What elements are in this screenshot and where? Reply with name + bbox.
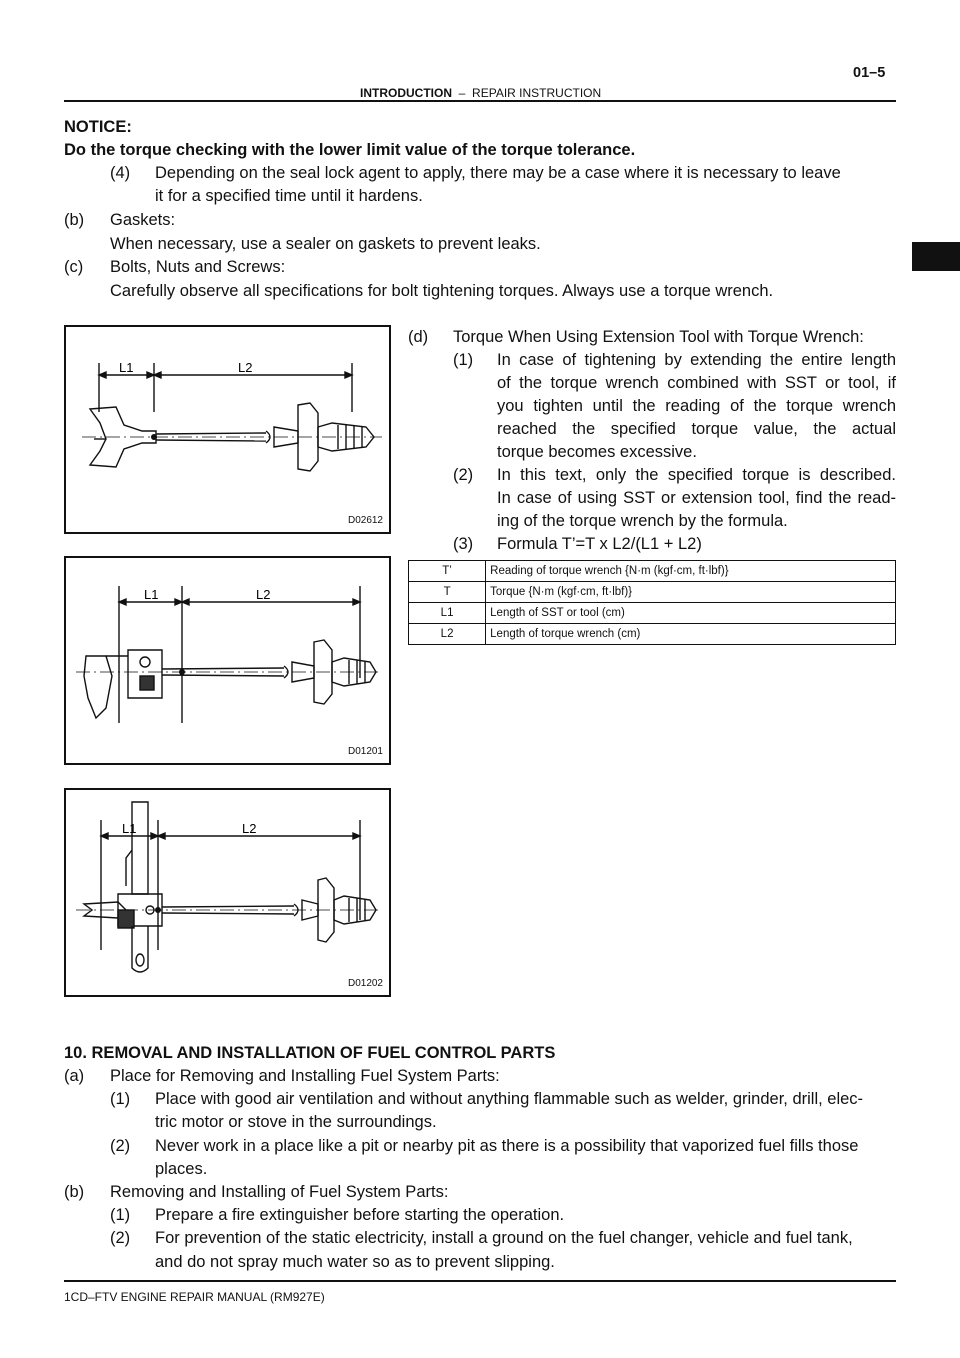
header-section: INTRODUCTION (360, 86, 452, 100)
item-b-text: When necessary, use a sealer on gaskets to prevent leaks. (110, 235, 541, 253)
item-c-title: Bolts, Nuts and Screws: (110, 258, 286, 276)
s10-a1-line1: Place with good air ventilation and without anything flammable such as welder, grinder, drill, elec- (155, 1090, 864, 1108)
section-10-title: 10. REMOVAL AND INSTALLATION OF FUEL CONTROL PARTS (64, 1044, 556, 1062)
item-d2-line1: In this text, only the specified torque is described. (497, 466, 896, 484)
formula-table (408, 560, 896, 645)
item-d2-line3: ing of the torque wrench by the formula. (497, 512, 788, 530)
s10-a2-number: (2) (110, 1137, 131, 1155)
s10-a2-line1: Never work in a place like a pit or nearby pit as there is a possibility that vaporized fuel fills those (155, 1137, 859, 1155)
item-d1-line2: of the torque wrench combined with SST or tool, if (497, 374, 896, 392)
wrench-illustration-3 (66, 790, 389, 995)
item-d-number: (d) (408, 328, 429, 346)
footer-rule (64, 1280, 896, 1282)
s10-a2-line2: places. (155, 1160, 208, 1178)
table-value: Length of torque wrench (cm) (486, 624, 896, 645)
item-b-title: Gaskets: (110, 211, 176, 229)
table-value: Torque {N·m (kgf·cm, ft·lbf)} (486, 582, 896, 603)
s10-b-number: (b) (64, 1183, 85, 1201)
wrench-illustration-2 (66, 558, 389, 763)
item-c-text: Carefully observe all specifications for bolt tightening torques. Always use a torque wrench. (110, 282, 774, 300)
s10-a1-line2: tric motor or stove in the surroundings. (155, 1113, 437, 1131)
page-header (360, 86, 601, 100)
item-d1-line3: you tighten until the reading of the torque wrench (497, 397, 896, 415)
s10-a-title: Place for Removing and Installing Fuel System Parts: (110, 1067, 500, 1085)
notice-text: Do the torque checking with the lower limit value of the torque tolerance. (64, 141, 636, 159)
header-separator: – (458, 86, 466, 100)
figure1-label-l1: L1 (119, 360, 134, 375)
table-row (409, 624, 896, 645)
figure-spanner-wrench (64, 788, 391, 997)
footer-manual-title: 1CD–FTV ENGINE REPAIR MANUAL (RM927E) (64, 1290, 325, 1304)
wrench-illustration-1 (66, 327, 389, 532)
item-d1-number: (1) (453, 351, 474, 369)
header-rule (64, 100, 896, 102)
item-4-number: (4) (110, 164, 131, 182)
table-row (409, 561, 896, 582)
figure-id: D01202 (347, 978, 383, 989)
item-d1-line5: torque becomes excessive. (497, 443, 697, 461)
s10-a-number: (a) (64, 1067, 85, 1085)
item-d3-number: (3) (453, 535, 474, 553)
item-d2-line2: In case of using SST or extension tool, find the read- (497, 489, 896, 507)
s10-b1-text: Prepare a fire extinguisher before starting the operation. (155, 1206, 565, 1224)
table-key: T (409, 582, 486, 603)
s10-b2-line2: and do not spray much water so as to prevent slipping. (155, 1253, 555, 1271)
item-d3-formula: Formula T’=T x L2/(L1 + L2) (497, 535, 702, 553)
figure2-label-l1: L1 (144, 587, 159, 602)
table-key: L2 (409, 624, 486, 645)
s10-a1-number: (1) (110, 1090, 131, 1108)
page-number: 01–5 (853, 65, 886, 81)
s10-b2-line1: For prevention of the static electricity, install a ground on the fuel changer, vehicle and fuel tank, (155, 1229, 853, 1247)
section-tab-marker (912, 242, 960, 271)
figure-id: D01201 (347, 746, 383, 757)
item-d1-line1: In case of tightening by extending the entire length (497, 351, 896, 369)
table-key: T’ (409, 561, 486, 582)
figure1-label-l2: L2 (238, 360, 253, 375)
item-d2-number: (2) (453, 466, 474, 484)
s10-b1-number: (1) (110, 1206, 131, 1224)
figure-open-end-wrench (64, 325, 391, 534)
figure2-label-l2: L2 (256, 587, 271, 602)
figure-id: D02612 (347, 515, 383, 526)
table-key: L1 (409, 603, 486, 624)
item-4-line2: it for a specified time until it hardens. (155, 187, 423, 205)
item-4-line1: Depending on the seal lock agent to apply, there may be a case where it is necessary to leave (155, 164, 841, 182)
table-value: Length of SST or tool (cm) (486, 603, 896, 624)
item-d1-line4: reached the specified torque value, the actual (497, 420, 896, 438)
figure3-label-l1: L1 (122, 821, 137, 836)
item-b-number: (b) (64, 211, 85, 229)
s10-b2-number: (2) (110, 1229, 131, 1247)
item-d-title: Torque When Using Extension Tool with Torque Wrench: (453, 328, 864, 346)
table-row (409, 603, 896, 624)
notice-title: NOTICE: (64, 118, 132, 136)
table-row (409, 582, 896, 603)
table-value: Reading of torque wrench {N·m (kgf·cm, ft·lbf)} (486, 561, 896, 582)
item-c-number: (c) (64, 258, 84, 276)
s10-b-title: Removing and Installing of Fuel System Parts: (110, 1183, 449, 1201)
figure-adjustable-wrench (64, 556, 391, 765)
header-subsection: REPAIR INSTRUCTION (472, 86, 602, 100)
figure3-label-l2: L2 (242, 821, 257, 836)
